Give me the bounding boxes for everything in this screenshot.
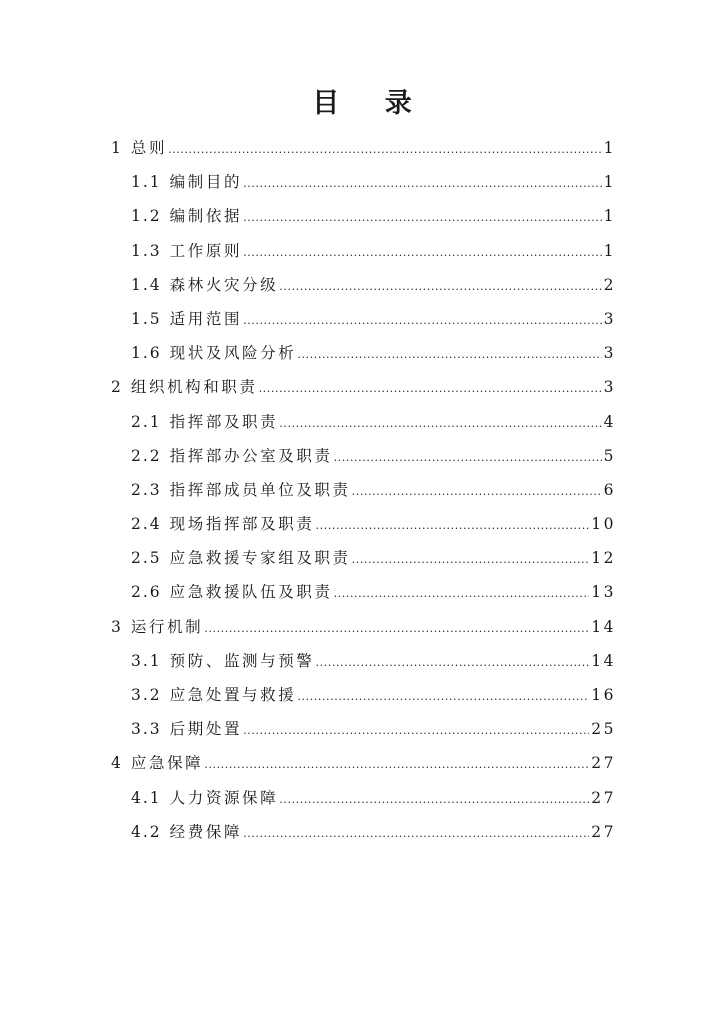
toc-dot-leader — [259, 372, 602, 406]
toc-entry-title: 现场指挥部及职责 — [169, 515, 315, 534]
toc-entry[interactable] — [111, 678, 614, 712]
toc-entry[interactable] — [111, 610, 614, 644]
toc-entry-page-number: 10 — [591, 515, 616, 534]
toc-dot-leader — [243, 817, 589, 851]
toc-entry[interactable] — [111, 165, 614, 199]
toc-entry[interactable] — [111, 746, 614, 780]
toc-entry-title: 后期处置 — [169, 720, 243, 739]
toc-entry-title: 适用范围 — [169, 309, 243, 328]
toc-dot-leader — [204, 748, 589, 782]
toc-dot-leader — [168, 133, 602, 167]
toc-entry-title: 运行机制 — [130, 617, 204, 636]
toc-entry[interactable] — [111, 405, 614, 439]
toc-entry-page-number: 27 — [591, 754, 616, 773]
toc-list — [111, 131, 614, 849]
toc-entry-title: 经费保障 — [169, 822, 243, 841]
toc-entry-page-number: 3 — [603, 378, 616, 397]
toc-dot-leader — [243, 714, 589, 748]
toc-entry-number: 2.3 — [131, 480, 162, 499]
toc-entry[interactable] — [111, 781, 614, 815]
toc-entry-number: 1.6 — [131, 344, 162, 363]
toc-entry-title: 应急保障 — [130, 754, 204, 773]
toc-entry-page-number: 12 — [591, 549, 616, 568]
toc-entry-number: 1.4 — [131, 275, 162, 294]
toc-entry-page-number: 3 — [603, 309, 616, 328]
toc-dot-leader — [315, 646, 589, 680]
toc-entry-page-number: 6 — [603, 480, 616, 499]
toc-dot-leader — [279, 270, 601, 304]
toc-dot-leader — [204, 612, 589, 646]
toc-dot-leader — [352, 475, 602, 509]
toc-entry-number: 4.2 — [131, 822, 162, 841]
toc-entry[interactable] — [111, 302, 614, 336]
toc-dot-leader — [279, 783, 589, 817]
toc-entry-number: 1.1 — [131, 173, 162, 192]
toc-entry-page-number: 1 — [603, 207, 616, 226]
toc-dot-leader — [243, 201, 602, 235]
toc-title: 目 录 — [312, 88, 430, 119]
toc-entry[interactable] — [111, 473, 614, 507]
toc-dot-leader — [334, 441, 602, 475]
toc-entry-number: 3.2 — [131, 686, 162, 704]
toc-entry[interactable] — [111, 439, 614, 473]
toc-entry-title: 应急处置与救援 — [169, 686, 297, 704]
toc-entry-title: 编制目的 — [169, 173, 243, 192]
toc-entry-number: 3.3 — [131, 720, 162, 739]
toc-entry-title: 现状及风险分析 — [169, 344, 297, 363]
toc-entry-number: 1.5 — [131, 309, 162, 328]
toc-entry-page-number: 25 — [591, 720, 616, 739]
toc-dot-leader — [334, 577, 590, 611]
toc-entry-number: 1 — [111, 139, 123, 157]
toc-entry-title: 总则 — [130, 139, 168, 157]
toc-entry[interactable] — [111, 644, 614, 678]
toc-entry-page-number: 3 — [603, 344, 616, 363]
toc-entry-page-number: 1 — [603, 241, 616, 260]
toc-entry-number: 2.2 — [131, 446, 162, 465]
toc-entry-number: 4 — [111, 754, 123, 773]
toc-entry-page-number: 1 — [603, 139, 616, 157]
toc-entry[interactable] — [111, 541, 614, 575]
toc-entry[interactable] — [111, 370, 614, 404]
toc-entry-number: 2.4 — [131, 515, 162, 534]
toc-entry[interactable] — [111, 336, 614, 370]
toc-entry-title: 森林火灾分级 — [169, 275, 279, 294]
toc-entry[interactable] — [111, 507, 614, 541]
toc-entry-title: 工作原则 — [169, 241, 243, 260]
toc-dot-leader — [243, 167, 602, 201]
toc-entry-page-number: 2 — [603, 275, 616, 294]
toc-entry-page-number: 14 — [591, 617, 616, 636]
toc-entry[interactable] — [111, 268, 614, 302]
toc-entry[interactable] — [111, 712, 614, 746]
toc-entry-page-number: 16 — [591, 686, 616, 704]
toc-entry-number: 2 — [111, 378, 123, 397]
toc-entry-number: 2.1 — [131, 412, 162, 431]
toc-entry-title: 应急救援专家组及职责 — [169, 549, 351, 568]
toc-entry-page-number: 5 — [603, 446, 616, 465]
toc-entry-number: 2.6 — [131, 583, 162, 602]
toc-dot-leader — [297, 680, 589, 714]
toc-entry-page-number: 27 — [591, 788, 616, 807]
toc-entry[interactable] — [111, 199, 614, 233]
toc-entry[interactable] — [111, 815, 614, 849]
toc-dot-leader — [297, 338, 601, 372]
toc-entry-page-number: 1 — [603, 173, 616, 192]
toc-entry-title: 编制依据 — [169, 207, 243, 226]
toc-entry-number: 2.5 — [131, 549, 162, 568]
toc-entry[interactable] — [111, 234, 614, 268]
toc-entry-number: 4.1 — [131, 788, 162, 807]
toc-entry-page-number: 27 — [591, 822, 616, 841]
toc-dot-leader — [315, 509, 589, 543]
toc-entry-number: 3 — [111, 617, 123, 636]
toc-entry-page-number: 14 — [591, 651, 616, 670]
toc-entry-title: 指挥部及职责 — [169, 412, 279, 431]
toc-entry-title: 预防、监测与预警 — [169, 651, 315, 670]
toc-entry-title: 人力资源保障 — [169, 788, 279, 807]
toc-entry[interactable] — [111, 131, 614, 165]
toc-entry-number: 1.3 — [131, 241, 162, 260]
toc-entry-number: 3.1 — [131, 651, 162, 670]
toc-entry-title: 指挥部成员单位及职责 — [169, 480, 351, 499]
toc-entry[interactable] — [111, 575, 614, 609]
toc-dot-leader — [279, 407, 601, 441]
toc-entry-title: 组织机构和职责 — [130, 378, 258, 397]
toc-dot-leader — [243, 304, 602, 338]
toc-entry-page-number: 13 — [591, 583, 616, 602]
toc-entry-page-number: 4 — [603, 412, 616, 431]
toc-dot-leader — [352, 543, 590, 577]
toc-entry-number: 1.2 — [131, 207, 162, 226]
toc-entry-title: 指挥部办公室及职责 — [169, 446, 333, 465]
toc-dot-leader — [243, 236, 602, 270]
toc-entry-title: 应急救援队伍及职责 — [169, 583, 333, 602]
